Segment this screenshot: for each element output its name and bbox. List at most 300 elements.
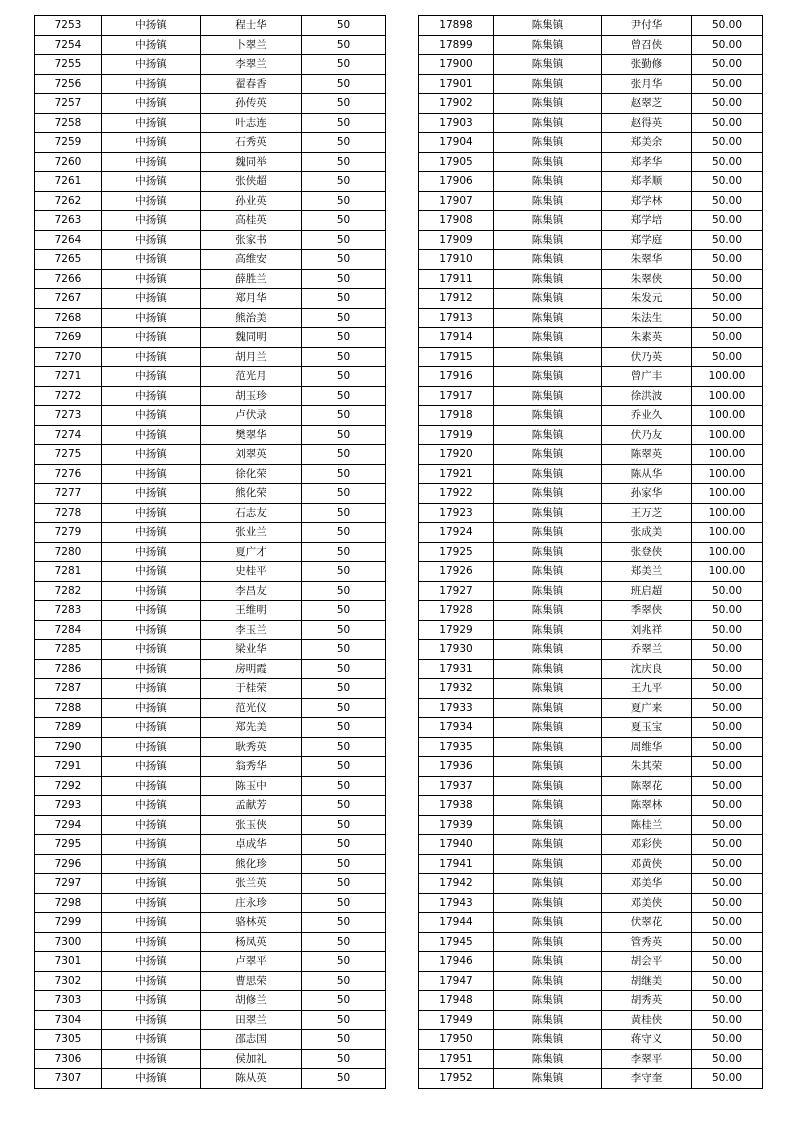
table-row: [35, 55, 386, 75]
town-cell: 中扬镇: [102, 1010, 201, 1030]
name-cell: 范光月: [201, 367, 302, 387]
amount-cell: 50: [302, 1049, 386, 1069]
amount-cell: 50.00: [692, 815, 763, 835]
town-cell: 中扬镇: [102, 425, 201, 445]
amount-cell: 50.00: [692, 152, 763, 172]
serial-cell: 7286: [35, 659, 102, 679]
serial-cell: 7298: [35, 893, 102, 913]
amount-cell: 50.00: [692, 698, 763, 718]
town-cell: 陈集镇: [494, 1010, 602, 1030]
town-cell: 中扬镇: [102, 16, 201, 36]
table-row: [35, 113, 386, 133]
table-row: [419, 152, 763, 172]
amount-cell: 100.00: [692, 562, 763, 582]
town-cell: 陈集镇: [494, 386, 602, 406]
town-cell: 陈集镇: [494, 191, 602, 211]
name-cell: 李昌友: [201, 581, 302, 601]
town-cell: 中扬镇: [102, 113, 201, 133]
table-row: [35, 16, 386, 36]
serial-cell: 7279: [35, 523, 102, 543]
town-cell: 中扬镇: [102, 854, 201, 874]
serial-cell: 7291: [35, 757, 102, 777]
serial-cell: 7294: [35, 815, 102, 835]
table-row: [419, 269, 763, 289]
amount-cell: 50: [302, 523, 386, 543]
amount-cell: 50.00: [692, 250, 763, 270]
serial-cell: 7290: [35, 737, 102, 757]
amount-cell: 50: [302, 445, 386, 465]
amount-cell: 50: [302, 35, 386, 55]
amount-cell: 50.00: [692, 913, 763, 933]
name-cell: 王维明: [201, 601, 302, 621]
table-row: [419, 737, 763, 757]
town-cell: 中扬镇: [102, 152, 201, 172]
amount-cell: 50.00: [692, 991, 763, 1011]
name-cell: 朱法生: [602, 308, 692, 328]
town-cell: 陈集镇: [494, 776, 602, 796]
name-cell: 于桂荣: [201, 679, 302, 699]
serial-cell: 17908: [419, 211, 494, 231]
serial-cell: 7264: [35, 230, 102, 250]
serial-cell: 17931: [419, 659, 494, 679]
amount-cell: 50: [302, 133, 386, 153]
town-cell: 陈集镇: [494, 581, 602, 601]
serial-cell: 7276: [35, 464, 102, 484]
serial-cell: 17946: [419, 952, 494, 972]
serial-cell: 7273: [35, 406, 102, 426]
amount-cell: 100.00: [692, 367, 763, 387]
name-cell: 张月华: [602, 74, 692, 94]
serial-cell: 7305: [35, 1030, 102, 1050]
name-cell: 郑学林: [602, 191, 692, 211]
town-cell: 陈集镇: [494, 152, 602, 172]
name-cell: 刘翠英: [201, 445, 302, 465]
serial-cell: 7283: [35, 601, 102, 621]
right-table: [418, 15, 763, 1089]
amount-cell: 50.00: [692, 347, 763, 367]
serial-cell: 17947: [419, 971, 494, 991]
amount-cell: 50.00: [692, 835, 763, 855]
table-row: [419, 620, 763, 640]
amount-cell: 50.00: [692, 893, 763, 913]
serial-cell: 17907: [419, 191, 494, 211]
table-row: [419, 484, 763, 504]
name-cell: 刘兆祥: [602, 620, 692, 640]
name-cell: 班启超: [602, 581, 692, 601]
table-row: [419, 1069, 763, 1089]
name-cell: 孟献芳: [201, 796, 302, 816]
amount-cell: 50.00: [692, 133, 763, 153]
name-cell: 侯加礼: [201, 1049, 302, 1069]
table-row: [35, 971, 386, 991]
town-cell: 陈集镇: [494, 991, 602, 1011]
town-cell: 中扬镇: [102, 289, 201, 309]
town-cell: 中扬镇: [102, 328, 201, 348]
table-row: [419, 776, 763, 796]
town-cell: 陈集镇: [494, 94, 602, 114]
town-cell: 陈集镇: [494, 464, 602, 484]
amount-cell: 100.00: [692, 523, 763, 543]
table-row: [35, 874, 386, 894]
town-cell: 陈集镇: [494, 601, 602, 621]
amount-cell: 50: [302, 640, 386, 660]
table-row: [35, 367, 386, 387]
table-row: [35, 796, 386, 816]
name-cell: 乔翠兰: [602, 640, 692, 660]
table-row: [35, 601, 386, 621]
name-cell: 曾召侠: [602, 35, 692, 55]
town-cell: 中扬镇: [102, 94, 201, 114]
town-cell: 中扬镇: [102, 796, 201, 816]
name-cell: 张侠超: [201, 172, 302, 192]
table-row: [35, 835, 386, 855]
name-cell: 翁秀华: [201, 757, 302, 777]
table-row: [35, 1049, 386, 1069]
town-cell: 中扬镇: [102, 757, 201, 777]
amount-cell: 50.00: [692, 776, 763, 796]
name-cell: 孙传英: [201, 94, 302, 114]
amount-cell: 50.00: [692, 679, 763, 699]
name-cell: 徐化荣: [201, 464, 302, 484]
amount-cell: 50.00: [692, 1069, 763, 1089]
name-cell: 高维安: [201, 250, 302, 270]
town-cell: 中扬镇: [102, 562, 201, 582]
name-cell: 熊治美: [201, 308, 302, 328]
table-row: [35, 640, 386, 660]
town-cell: 陈集镇: [494, 1069, 602, 1089]
town-cell: 陈集镇: [494, 815, 602, 835]
amount-cell: 50.00: [692, 659, 763, 679]
serial-cell: 17929: [419, 620, 494, 640]
serial-cell: 17921: [419, 464, 494, 484]
serial-cell: 7297: [35, 874, 102, 894]
name-cell: 邵志国: [201, 1030, 302, 1050]
amount-cell: 50: [302, 542, 386, 562]
serial-cell: 7277: [35, 484, 102, 504]
serial-cell: 17923: [419, 503, 494, 523]
serial-cell: 7259: [35, 133, 102, 153]
name-cell: 卢翠平: [201, 952, 302, 972]
name-cell: 伏乃英: [602, 347, 692, 367]
town-cell: 陈集镇: [494, 133, 602, 153]
name-cell: 朱发元: [602, 289, 692, 309]
amount-cell: 50: [302, 874, 386, 894]
name-cell: 耿秀英: [201, 737, 302, 757]
table-row: [419, 913, 763, 933]
serial-cell: 7269: [35, 328, 102, 348]
name-cell: 房明霞: [201, 659, 302, 679]
serial-cell: 17938: [419, 796, 494, 816]
name-cell: 季翠侠: [602, 601, 692, 621]
table-row: [35, 211, 386, 231]
town-cell: 中扬镇: [102, 308, 201, 328]
table-row: [35, 250, 386, 270]
amount-cell: 50.00: [692, 640, 763, 660]
name-cell: 骆林英: [201, 913, 302, 933]
amount-cell: 50: [302, 893, 386, 913]
table-row: [419, 796, 763, 816]
serial-cell: 17926: [419, 562, 494, 582]
amount-cell: 50: [302, 328, 386, 348]
serial-cell: 7272: [35, 386, 102, 406]
serial-cell: 17905: [419, 152, 494, 172]
serial-cell: 7274: [35, 425, 102, 445]
table-row: [35, 172, 386, 192]
table-row: [35, 542, 386, 562]
town-cell: 陈集镇: [494, 35, 602, 55]
table-row: [35, 659, 386, 679]
serial-cell: 17904: [419, 133, 494, 153]
town-cell: 陈集镇: [494, 484, 602, 504]
name-cell: 赵得英: [602, 113, 692, 133]
serial-cell: 7299: [35, 913, 102, 933]
table-row: [419, 406, 763, 426]
amount-cell: 50: [302, 406, 386, 426]
amount-cell: 50: [302, 308, 386, 328]
town-cell: 陈集镇: [494, 74, 602, 94]
amount-cell: 50.00: [692, 620, 763, 640]
serial-cell: 17941: [419, 854, 494, 874]
table-row: [419, 991, 763, 1011]
table-row: [35, 152, 386, 172]
serial-cell: 17906: [419, 172, 494, 192]
name-cell: 朱翠华: [602, 250, 692, 270]
town-cell: 中扬镇: [102, 698, 201, 718]
serial-cell: 7307: [35, 1069, 102, 1089]
serial-cell: 7260: [35, 152, 102, 172]
serial-cell: 17951: [419, 1049, 494, 1069]
serial-cell: 17932: [419, 679, 494, 699]
serial-cell: 17949: [419, 1010, 494, 1030]
name-cell: 夏广来: [602, 698, 692, 718]
serial-cell: 17918: [419, 406, 494, 426]
table-row: [35, 893, 386, 913]
serial-cell: 7300: [35, 932, 102, 952]
table-row: [35, 94, 386, 114]
town-cell: 陈集镇: [494, 269, 602, 289]
name-cell: 朱其荣: [602, 757, 692, 777]
town-cell: 中扬镇: [102, 35, 201, 55]
town-cell: 陈集镇: [494, 757, 602, 777]
amount-cell: 50.00: [692, 94, 763, 114]
amount-cell: 50: [302, 347, 386, 367]
serial-cell: 17903: [419, 113, 494, 133]
name-cell: 杨凤英: [201, 932, 302, 952]
town-cell: 中扬镇: [102, 776, 201, 796]
table-row: [419, 542, 763, 562]
serial-cell: 7263: [35, 211, 102, 231]
serial-cell: 7302: [35, 971, 102, 991]
serial-cell: 17922: [419, 484, 494, 504]
serial-cell: 7271: [35, 367, 102, 387]
name-cell: 孙家华: [602, 484, 692, 504]
table-row: [35, 1010, 386, 1030]
serial-cell: 17909: [419, 230, 494, 250]
serial-cell: 7293: [35, 796, 102, 816]
table-row: [419, 328, 763, 348]
town-cell: 陈集镇: [494, 250, 602, 270]
name-cell: 陈从英: [201, 1069, 302, 1089]
name-cell: 郑学培: [602, 211, 692, 231]
town-cell: 陈集镇: [494, 16, 602, 36]
name-cell: 田翠兰: [201, 1010, 302, 1030]
serial-cell: 7282: [35, 581, 102, 601]
name-cell: 陈桂兰: [602, 815, 692, 835]
table-row: [35, 737, 386, 757]
serial-cell: 7261: [35, 172, 102, 192]
serial-cell: 7257: [35, 94, 102, 114]
town-cell: 陈集镇: [494, 1049, 602, 1069]
name-cell: 胡继美: [602, 971, 692, 991]
town-cell: 陈集镇: [494, 289, 602, 309]
town-cell: 陈集镇: [494, 113, 602, 133]
town-cell: 陈集镇: [494, 893, 602, 913]
table-row: [419, 464, 763, 484]
town-cell: 陈集镇: [494, 406, 602, 426]
town-cell: 陈集镇: [494, 796, 602, 816]
serial-cell: 7296: [35, 854, 102, 874]
serial-cell: 7289: [35, 718, 102, 738]
amount-cell: 50: [302, 1069, 386, 1089]
amount-cell: 50.00: [692, 191, 763, 211]
amount-cell: 50.00: [692, 757, 763, 777]
amount-cell: 50: [302, 991, 386, 1011]
amount-cell: 50: [302, 484, 386, 504]
serial-cell: 17915: [419, 347, 494, 367]
table-row: [419, 425, 763, 445]
serial-cell: 17934: [419, 718, 494, 738]
serial-cell: 17939: [419, 815, 494, 835]
table-row: [35, 445, 386, 465]
name-cell: 薛胜兰: [201, 269, 302, 289]
town-cell: 陈集镇: [494, 679, 602, 699]
table-row: [35, 347, 386, 367]
name-cell: 郑学庭: [602, 230, 692, 250]
amount-cell: 50: [302, 659, 386, 679]
town-cell: 陈集镇: [494, 874, 602, 894]
town-cell: 中扬镇: [102, 971, 201, 991]
amount-cell: 50: [302, 250, 386, 270]
serial-cell: 17919: [419, 425, 494, 445]
table-row: [419, 445, 763, 465]
town-cell: 中扬镇: [102, 601, 201, 621]
serial-cell: 17913: [419, 308, 494, 328]
table-row: [35, 484, 386, 504]
name-cell: 朱翠侠: [602, 269, 692, 289]
name-cell: 张登侠: [602, 542, 692, 562]
amount-cell: 50: [302, 620, 386, 640]
town-cell: 中扬镇: [102, 620, 201, 640]
amount-cell: 50: [302, 16, 386, 36]
town-cell: 中扬镇: [102, 269, 201, 289]
amount-cell: 50: [302, 386, 386, 406]
serial-cell: 7304: [35, 1010, 102, 1030]
town-cell: 中扬镇: [102, 815, 201, 835]
amount-cell: 50.00: [692, 874, 763, 894]
table-row: [35, 854, 386, 874]
amount-cell: 100.00: [692, 425, 763, 445]
name-cell: 梁业华: [201, 640, 302, 660]
name-cell: 孙业英: [201, 191, 302, 211]
town-cell: 中扬镇: [102, 1069, 201, 1089]
serial-cell: 17920: [419, 445, 494, 465]
name-cell: 徐洪波: [602, 386, 692, 406]
table-row: [419, 503, 763, 523]
amount-cell: 50.00: [692, 16, 763, 36]
name-cell: 周维华: [602, 737, 692, 757]
amount-cell: 50.00: [692, 971, 763, 991]
amount-cell: 50: [302, 289, 386, 309]
table-row: [419, 854, 763, 874]
name-cell: 翟春香: [201, 74, 302, 94]
amount-cell: 50: [302, 854, 386, 874]
table-row: [419, 347, 763, 367]
town-cell: 陈集镇: [494, 523, 602, 543]
serial-cell: 7288: [35, 698, 102, 718]
amount-cell: 50.00: [692, 1010, 763, 1030]
name-cell: 熊化珍: [201, 854, 302, 874]
name-cell: 石秀英: [201, 133, 302, 153]
amount-cell: 50: [302, 835, 386, 855]
serial-cell: 17914: [419, 328, 494, 348]
amount-cell: 50.00: [692, 308, 763, 328]
table-row: [419, 874, 763, 894]
serial-cell: 7255: [35, 55, 102, 75]
town-cell: 中扬镇: [102, 484, 201, 504]
serial-cell: 17900: [419, 55, 494, 75]
table-row: [35, 815, 386, 835]
table-row: [419, 601, 763, 621]
table-row: [35, 698, 386, 718]
amount-cell: 50.00: [692, 55, 763, 75]
amount-cell: 50: [302, 94, 386, 114]
town-cell: 中扬镇: [102, 932, 201, 952]
amount-cell: 50.00: [692, 172, 763, 192]
amount-cell: 50: [302, 211, 386, 231]
serial-cell: 17898: [419, 16, 494, 36]
amount-cell: 50.00: [692, 269, 763, 289]
amount-cell: 50: [302, 815, 386, 835]
table-row: [35, 308, 386, 328]
table-row: [419, 1049, 763, 1069]
table-row: [35, 757, 386, 777]
name-cell: 胡修兰: [201, 991, 302, 1011]
name-cell: 范光仪: [201, 698, 302, 718]
serial-cell: 17924: [419, 523, 494, 543]
serial-cell: 17916: [419, 367, 494, 387]
table-row: [35, 1069, 386, 1089]
table-row: [35, 991, 386, 1011]
table-row: [419, 893, 763, 913]
amount-cell: 50.00: [692, 952, 763, 972]
serial-cell: 7258: [35, 113, 102, 133]
amount-cell: 50: [302, 503, 386, 523]
name-cell: 张业兰: [201, 523, 302, 543]
serial-cell: 7266: [35, 269, 102, 289]
name-cell: 郑美余: [602, 133, 692, 153]
name-cell: 高桂英: [201, 211, 302, 231]
name-cell: 王九平: [602, 679, 692, 699]
serial-cell: 17945: [419, 932, 494, 952]
name-cell: 黄桂侠: [602, 1010, 692, 1030]
town-cell: 中扬镇: [102, 1030, 201, 1050]
town-cell: 陈集镇: [494, 542, 602, 562]
table-row: [419, 971, 763, 991]
table-row: [419, 230, 763, 250]
amount-cell: 50: [302, 952, 386, 972]
table-row: [419, 523, 763, 543]
table-row: [35, 386, 386, 406]
